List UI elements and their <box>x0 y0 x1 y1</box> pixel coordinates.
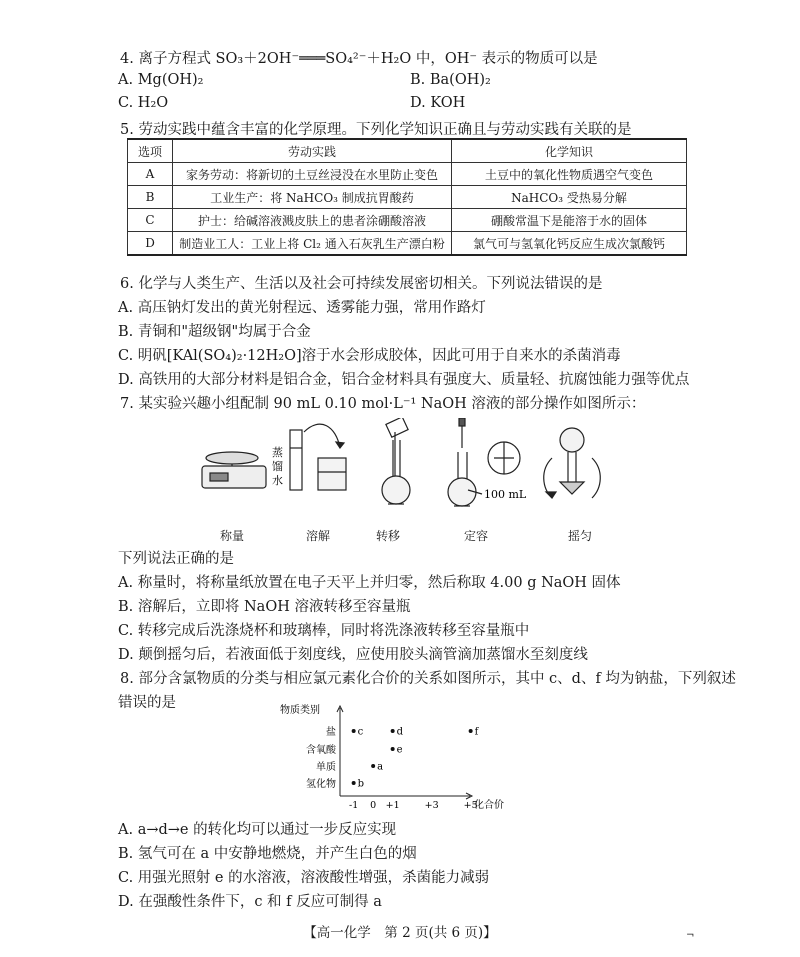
data-point-d <box>391 729 395 733</box>
table-cell: 护士：给碱溶液溅皮肤上的患者涂硼酸溶液 <box>173 209 452 232</box>
water-label-3: 水 <box>272 474 283 487</box>
table-cell: NaHCO₃ 受热易分解 <box>452 186 687 209</box>
q6-option-d: D. 高铁用的大部分材料是铝合金，铝合金材料具有强度大、质量轻、抗腐蚀能力强等优点 <box>118 372 690 388</box>
data-label-d: d <box>396 726 404 738</box>
caption-volume: 定容 <box>464 529 489 543</box>
q7-option-b: B. 溶解后，立即将 NaOH 溶液转移至容量瓶 <box>118 599 411 615</box>
balance-illustration <box>202 452 266 488</box>
flask-volume-label: 100 mL <box>484 488 527 501</box>
q4-option-a: A. Mg(OH)₂ <box>118 72 204 88</box>
caption-transfer: 转移 <box>376 529 401 543</box>
x-tick-label: -1 <box>349 800 359 811</box>
table-cell: 硼酸常温下是能溶于水的固体 <box>452 209 687 232</box>
shake-illustration <box>544 428 601 498</box>
table-cell: C <box>128 209 173 232</box>
y-tick-label: 盐 <box>326 727 336 738</box>
y-tick-label: 氢化物 <box>306 779 336 790</box>
table-cell: 家务劳动：将新切的土豆丝浸没在水里防止变色 <box>173 163 452 186</box>
q5-stem: 5. 劳动实践中蕴含丰富的化学原理。下列化学知识正确且与劳动实践有关联的是 <box>120 122 632 138</box>
x-tick-label: +5 <box>463 800 478 811</box>
water-label-1: 蒸 <box>272 446 283 459</box>
data-label-f: f <box>474 726 479 738</box>
q4-stem: 4. 离子方程式 SO₃＋2OH⁻═══SO₄²⁻＋H₂O 中，OH⁻ 表示的物质可以是 <box>120 51 598 67</box>
page-footer: 【高一化学 第 2 页(共 6 页)】 <box>303 925 497 941</box>
q5-table <box>127 138 687 256</box>
chlorine-valence-chart <box>270 704 530 816</box>
q6-option-a: A. 高压钠灯发出的黄光射程远、透雾能力强，常用作路灯 <box>118 300 486 316</box>
table-row <box>128 209 687 232</box>
data-point-b <box>352 781 356 785</box>
table-cell: 土豆中的氧化性物质遇空气变色 <box>452 163 687 186</box>
data-point-e <box>391 747 395 751</box>
x-axis-label: 化合价 <box>474 800 504 811</box>
data-label-c: c <box>357 726 364 738</box>
q8-option-c: C. 用强光照射 e 的水溶液，溶液酸性增强，杀菌能力减弱 <box>118 870 490 886</box>
caption-weigh: 称量 <box>220 529 245 543</box>
q7-lab-figure <box>190 418 620 522</box>
table-cell: B <box>128 186 173 209</box>
q7-prompt: 下列说法正确的是 <box>118 551 234 567</box>
table-header-row <box>128 139 687 163</box>
x-tick-label: +3 <box>424 800 439 811</box>
q4-option-d: D. KOH <box>410 95 466 111</box>
table-header: 劳动实践 <box>173 139 452 163</box>
q8-option-b: B. 氢气可在 a 中安静地燃烧，并产生白色的烟 <box>118 846 417 862</box>
q7-option-d: D. 颠倒摇匀后，若液面低于刻度线，应使用胶头滴管滴加蒸馏水至刻度线 <box>118 647 588 663</box>
water-label-2: 馏 <box>272 460 283 473</box>
q8-stem-line2: 错误的是 <box>118 695 176 711</box>
transfer-illustration <box>382 418 410 504</box>
q7-option-c: C. 转移完成后洗涤烧杯和玻璃棒，同时将洗涤液转移至容量瓶中 <box>118 623 530 639</box>
table-cell: 工业生产：将 NaHCO₃ 制成抗胃酸药 <box>173 186 452 209</box>
y-axis-label: 物质类别 <box>280 705 320 716</box>
table-header: 化学知识 <box>452 139 687 163</box>
table-row <box>128 163 687 186</box>
caption-dissolve: 溶解 <box>306 529 331 543</box>
dissolve-illustration <box>290 424 346 490</box>
table-row <box>128 186 687 209</box>
y-tick-label: 含氧酸 <box>306 745 336 756</box>
data-point-f <box>469 729 473 733</box>
q6-option-c: C. 明矾[KAl(SO₄)₂·12H₂O]溶于水会形成胶体，因此可用于自来水的杀菌消毒 <box>118 348 621 364</box>
x-tick-label: 0 <box>370 800 377 811</box>
q7-stem: 7. 某实验兴趣小组配制 90 mL 0.10 mol·L⁻¹ NaOH 溶液的部分操作如图所示： <box>120 396 646 412</box>
x-tick-label: +1 <box>385 800 400 811</box>
q6-option-b: B. 青铜和"超级钢"均属于合金 <box>118 324 311 340</box>
data-point-a <box>371 764 375 768</box>
q8-option-a: A. a→d→e 的转化均可以通过一步反应实现 <box>118 822 397 838</box>
table-row <box>128 232 687 256</box>
corner-mark: ¬ <box>686 930 695 941</box>
table-cell: D <box>128 232 173 256</box>
table-cell: 氯气可与氢氧化钙反应生成次氯酸钙 <box>452 232 687 256</box>
data-label-b: b <box>357 778 365 790</box>
caption-shake: 摇匀 <box>568 529 593 543</box>
table-header: 选项 <box>128 139 173 163</box>
q4-option-c: C. H₂O <box>118 95 169 111</box>
table-cell: A <box>128 163 173 186</box>
y-tick-label: 单质 <box>316 762 336 773</box>
q7-option-a: A. 称量时，将称量纸放置在电子天平上并归零，然后称取 4.00 g NaOH 固体 <box>118 575 621 591</box>
data-point-c <box>352 729 356 733</box>
q8-stem-line1: 8. 部分含氯物质的分类与相应氯元素化合价的关系如图所示，其中 c、d、f 均为钠盐，下列叙述 <box>120 671 736 687</box>
data-label-e: e <box>396 744 403 756</box>
table-cell: 制造业工人：工业上将 Cl₂ 通入石灰乳生产漂白粉 <box>173 232 452 256</box>
q8-option-d: D. 在强酸性条件下，c 和 f 反应可制得 a <box>118 894 382 910</box>
data-label-a: a <box>377 761 384 773</box>
q6-stem: 6. 化学与人类生产、生活以及社会可持续发展密切相关。下列说法错误的是 <box>120 276 603 292</box>
q4-option-b: B. Ba(OH)₂ <box>410 72 491 88</box>
